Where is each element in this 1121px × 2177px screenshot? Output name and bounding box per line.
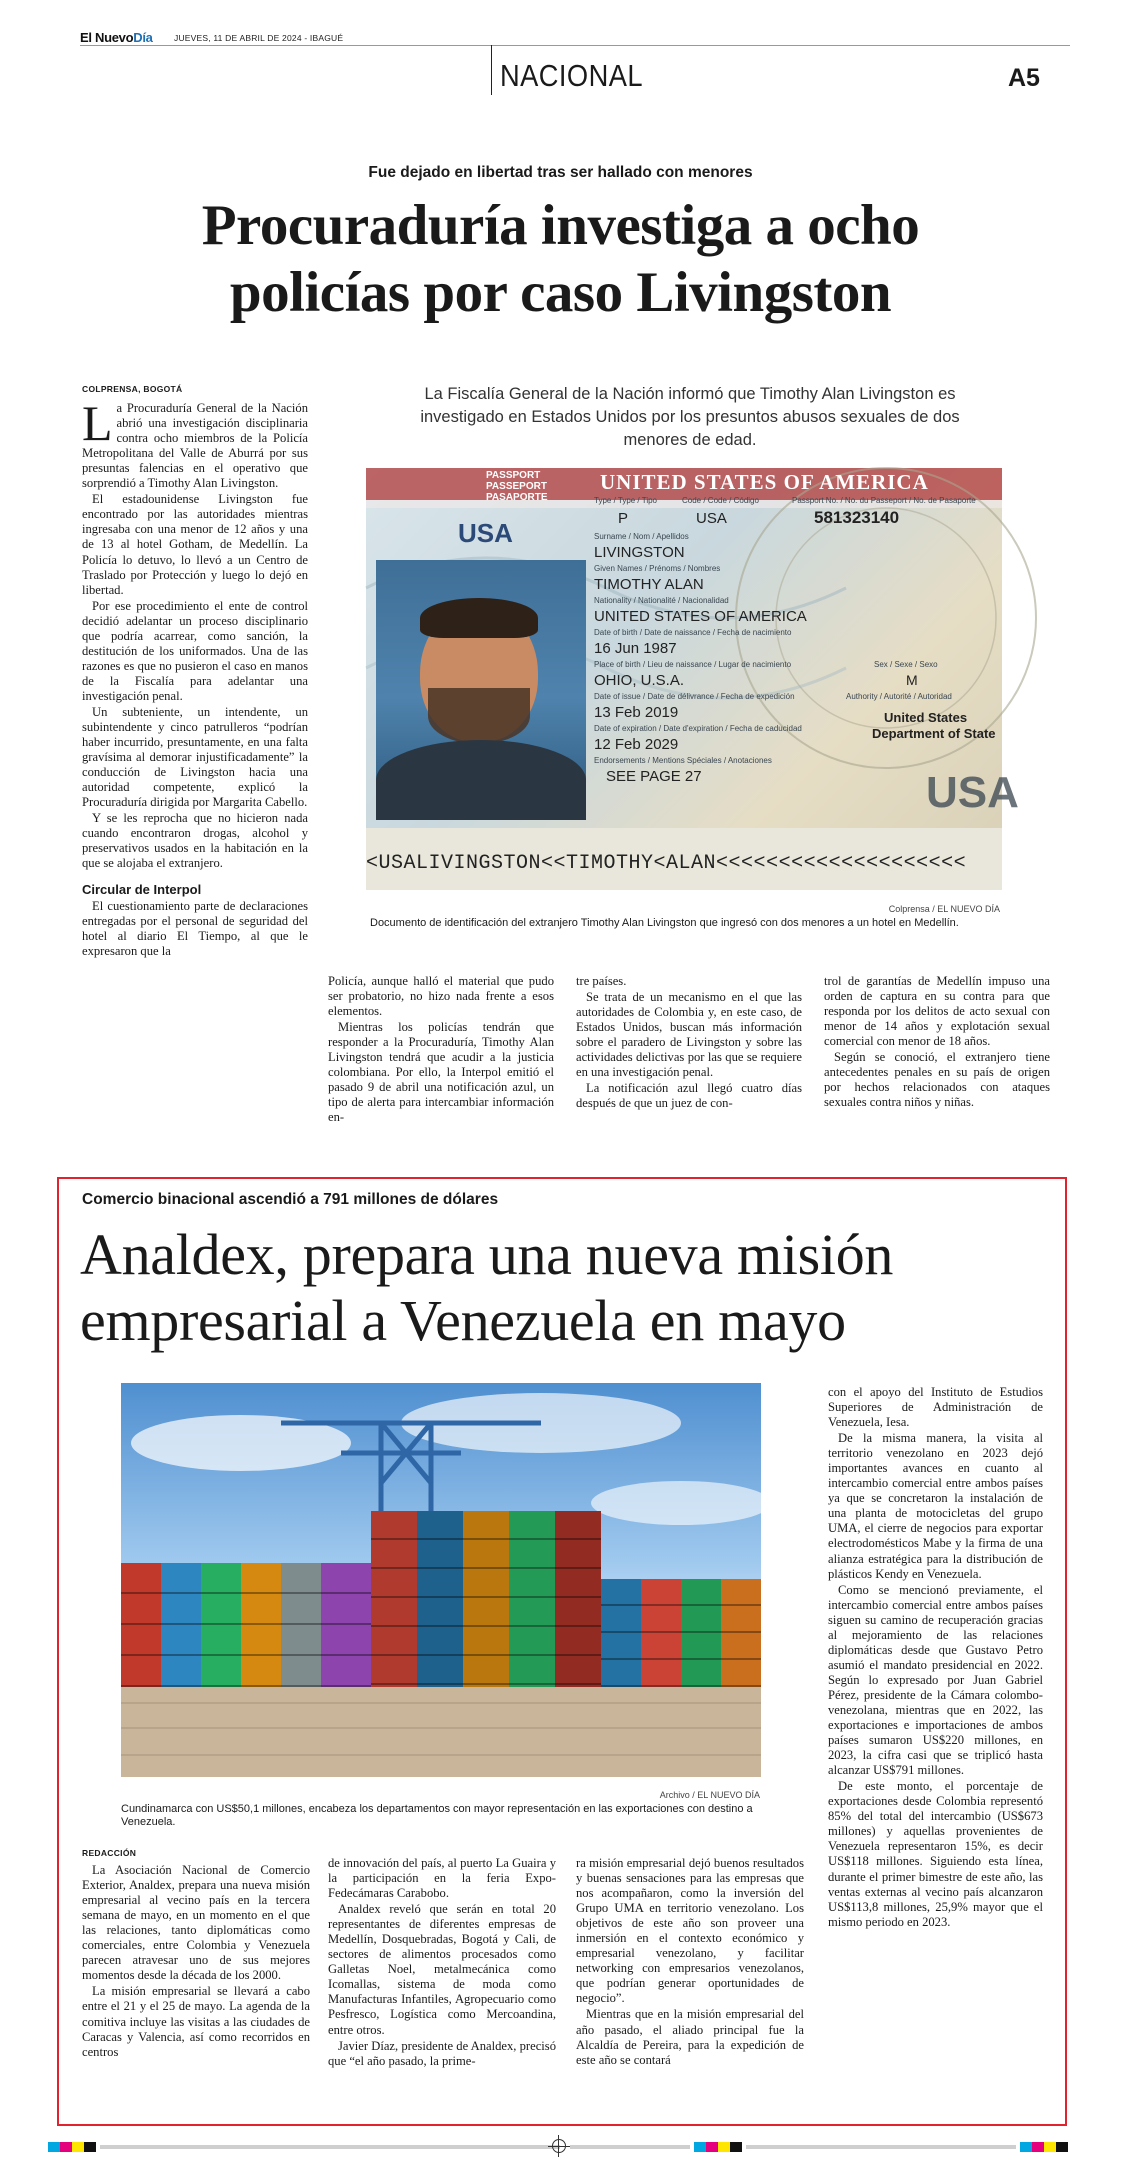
- paragraph: Javier Díaz, presidente de Analdex, precisó que “el año pasado, la prime-: [328, 2038, 556, 2068]
- paragraph: El estadounidense Livingston fue encontrado por las autoridades mientras ingresaba con una menor de 12 años y una de 13 al hotel Gotham, de Medellín. La Policía lo detuvo, lo llevó a un Centro de Traslado por Protección y luego lo dejó en libertad.: [82, 492, 308, 597]
- paragraph: De la misma manera, la visita al territorio venezolano en 2023 dejó importantes avances en cuanto al intercambio comercial entre ambos países ya que se concretaron la instalación de una planta de motocicletas del grupo UMA, el cierre de negocios para exportar electrodomésticos Mabe y la firma de una alianza estratégica para la distribución de plásticos Kendy en Venezuela.: [828, 1431, 1043, 1581]
- color-bar-gray: [100, 2145, 560, 2149]
- paragraph: De este monto, el porcentaje de exportaciones desde Colombia representó 85% del total del intercambio (US$673 millones) y aquellas provenientes de Venezuela representaron 15%, es decir US$118 millones. Siguiendo esta línea, durante el primer bimestre de este año, las ventas externas al vecino país alcanzaron US$113,8 millones, 25,9% mayor que el mismo periodo en 2023.: [828, 1779, 1043, 1929]
- passport-surname-label: Surname / Nom / Apellidos: [594, 532, 689, 541]
- registration-mark-hline: [548, 2146, 570, 2147]
- color-bar-black: [730, 2142, 742, 2152]
- logo-text-part1: El Nuevo: [80, 30, 134, 45]
- paragraph: Se trata de un mecanismo en el que las autoridades de Colombia y, en este caso, de Estados Unidos, buscan más información sobre el paradero de Livingston y sobre las actividades delictivas por las que se requiere en una investigación penal.: [576, 990, 802, 1080]
- color-bar-black: [1056, 2142, 1068, 2152]
- paragraph: Por ese procedimiento el ente de control decidió adelantar un proceso disciplinario que podría acarrear, como sanción, la destitución de los uniformados. Una de las razones es que no pusieron el caso en manos de la Fiscalía para adelantar una investigación penal.: [82, 598, 308, 703]
- passport-sex: M: [906, 672, 918, 688]
- article1-kicker: Fue dejado en libertad tras ser hallado con menores: [368, 164, 753, 181]
- paragraph: con el apoyo del Instituto de Estudios Superiores de Administración de Venezuela, Iesa.: [828, 1385, 1043, 1430]
- article1-caption: Documento de identificación del extranjero Timothy Alan Livingston que ingresó con dos menores a un hotel en Medellín.: [370, 917, 959, 929]
- paragraph: tre países.: [576, 974, 627, 988]
- passport-title-passeport: PASSEPORT: [486, 481, 547, 492]
- color-bar-gray: [570, 2145, 690, 2149]
- color-bar-magenta: [60, 2142, 72, 2152]
- subhead: Circular de Interpol: [82, 881, 202, 897]
- passport-title-passport: PASSPORT: [486, 470, 541, 481]
- paragraph: Y se les reprocha que no hicieron nada cuando encontraron drogas, alcohol y preservativos usados en la habitación en la que se alojaba el extranjero.: [82, 811, 308, 871]
- article2-col3: [576, 1856, 804, 2069]
- paragraph: a Procuraduría General de la Nación abrió una investigación disciplinaria contra ocho miembros de la Policía Metropolitana del Valle de Aburrá por sus presuntas falencias en el operativo que sorprendió a Timothy Alan Livingston.: [82, 401, 308, 491]
- headline-line: Analdex, prepara una nueva misión: [80, 1222, 894, 1287]
- article2-photo-credit: Archivo / EL NUEVO DÍA: [659, 1790, 760, 1800]
- passport-country: UNITED STATES OF AMERICA: [600, 470, 929, 494]
- passport-given: TIMOTHY ALAN: [594, 576, 704, 593]
- passport-exp: 12 Feb 2029: [594, 736, 679, 753]
- passport-authority-line1: United States: [884, 710, 968, 725]
- headline-line: Procuraduría investiga a ocho: [201, 194, 920, 257]
- paragraph: ra misión empresarial dejó buenos resultados y buenas sensaciones para las empresas que nos acompañaron, como la inversión del Grupo UMA en territorio venezolano. Los objetivos de este año son proveer una inmersión en el contexto económico y empresarial venezolano, y facilitar networking con empresarios venezolanos, que podrían generar oportunidades de negocio”.: [576, 1856, 804, 2006]
- paragraph: Mientras los policías tendrán que responder a la Procuraduría, Timothy Alan Livingston tendrá que acudir a la justicia colombiana. Por ello, la Interpol emitió el pasado 9 de abril una notificación azul, un tipo de alerta para intercambiar información en-: [328, 1020, 554, 1125]
- passport-number: 581323140: [814, 508, 900, 527]
- passport-endorse: SEE PAGE 27: [606, 768, 702, 785]
- color-bar-yellow: [1044, 2142, 1056, 2152]
- paragraph: Un subteniente, un intendente, un subintendente y cinco patrulleros “podrían haber incurrido, presuntamente, en una falta gravísima al demorar injustificadamente” la conducción de Livingston hacia una autoridad competente, explicó la Procuraduría dirigida por Margarita Cabello.: [82, 704, 308, 810]
- container-stack-right-rows: [601, 1579, 761, 1687]
- portrait-beard: [428, 688, 530, 744]
- paragraph: La Asociación Nacional de Comercio Exterior, Analdex, prepara una nueva misión empresarial al vecino país en la tercera semana de mayo, en un momento en el que las relaciones, tanto diplomáticas como comerciales, entre Colombia y Venezuela parecen atravesar uno de sus mejores momentos desde la década de los 2000.: [82, 1863, 310, 1983]
- paragraph: Según se conoció, el extranjero tiene antecedentes penales en su país de origen por hechos relacionados con ataques sexuales contra niños y niñas.: [824, 1050, 1050, 1110]
- passport-nationality-label: Nationality / Nationalité / Nacionalidad: [594, 596, 729, 605]
- color-bar-magenta: [706, 2142, 718, 2152]
- dropcap: L: [82, 395, 113, 452]
- passport-issue-label: Date of issue / Date de délivrance / Fecha de expedición: [594, 692, 795, 701]
- logo-text-part2: Día: [133, 30, 153, 45]
- passport-photo: [366, 468, 1019, 890]
- article1-col4: [824, 974, 1050, 1111]
- passport-usa-emblem: USA: [458, 518, 513, 548]
- paragraph: La misión empresarial se llevará a cabo entre el 21 y el 25 de mayo. La agenda de la comitiva incluye las visitas a las ciudades de Caracas y Valencia, así como recorridos en centros: [82, 1984, 310, 2059]
- article2-col1: [82, 1846, 310, 2061]
- passport-exp-label: Date of expiration / Date d'expiration / Fecha de caducidad: [594, 724, 802, 733]
- paragraph: El cuestionamiento parte de declaraciones entregadas por el personal de seguridad del hotel al diario El Tiempo, al que le expresaron que la: [82, 898, 308, 958]
- article1-photo-credit: Colprensa / EL NUEVO DÍA: [888, 904, 1000, 914]
- passport-pob: OHIO, U.S.A.: [594, 672, 685, 689]
- color-bar-cyan: [48, 2142, 60, 2152]
- page-number: A5: [1008, 64, 1040, 92]
- color-bar-yellow: [718, 2142, 730, 2152]
- passport-sex-label: Sex / Sexe / Sexo: [874, 660, 938, 669]
- passport-type: P: [618, 510, 629, 527]
- passport-title-pasaporte: PASAPORTE: [486, 492, 548, 503]
- container-stack-left-rows: [121, 1563, 371, 1687]
- passport-given-label: Given Names / Prénoms / Nombres: [594, 564, 721, 573]
- section-name: NACIONAL: [500, 58, 643, 93]
- paragraph: de innovación del país, al puerto La Guaira y la participación en la feria Expo-Fedecámaras Carabobo.: [328, 1856, 556, 1901]
- headline-line: empresarial a Venezuela en mayo: [80, 1288, 846, 1353]
- color-bar-gray: [746, 2145, 1016, 2149]
- article2-byline: REDACCIÓN: [82, 1848, 137, 1858]
- paragraph: Analdex reveló que serán en total 20 representantes de diferentes empresas de Medellín, Dosquebradas, Bogotá y Cali, de sectores de alimentos procesados como Galletas Noel, metalmecánica como Icomallas, sistema de moda como Manufacturas Infantiles, Agropecuario como Pesfresco, Logística como Mercoandina, entre otros.: [328, 1902, 556, 2037]
- passport-issue: 13 Feb 2019: [594, 704, 679, 721]
- paragraph: La notificación azul llegó cuatro días después de que un juez de con-: [576, 1081, 802, 1111]
- passport-mrz: <USALIVINGSTON<<TIMOTHY<ALAN<<<<<<<<<<<<<<<<<<<<: [366, 852, 967, 875]
- article2-caption: Cundinamarca con US$50,1 millones, encabeza los departamentos con mayor representación en las exportaciones con destino a Venezuela.: [121, 1803, 753, 1828]
- passport-code: USA: [696, 510, 727, 527]
- passport-authority-line2: Department of State: [872, 726, 996, 741]
- article2-col4: [828, 1385, 1043, 1931]
- masthead-logo: [80, 30, 153, 45]
- paragraph: Mientras que en la misión empresarial del año pasado, el aliado principal fue la Alcaldía de Pereira, para la expedición de este año se contará: [576, 2007, 804, 2067]
- article1-byline: COLPRENSA, BOGOTÁ: [82, 384, 183, 394]
- passport-dob-label: Date of birth / Date de naissance / Fecha de nacimiento: [594, 628, 792, 637]
- passport-type-label: Type / Type / Tipo: [594, 496, 657, 505]
- article1-headline: [0, 192, 1121, 326]
- header-rule: [80, 45, 1070, 46]
- containers-photo: [121, 1383, 761, 1777]
- article2-kicker: Comercio binacional ascendió a 791 millones de dólares: [82, 1191, 499, 1208]
- dateline: JUEVES, 11 DE ABRIL DE 2024 - IBAGUÉ: [174, 33, 344, 43]
- headline-line: policías por caso Livingston: [229, 261, 892, 324]
- portrait-hair: [420, 598, 538, 638]
- color-bar-magenta: [1032, 2142, 1044, 2152]
- passport-pob-label: Place of birth / Lieu de naissance / Lugar de nacimiento: [594, 660, 792, 669]
- passport-code-label: Code / Code / Código: [682, 496, 759, 505]
- article1-col2: [328, 974, 554, 1126]
- passport-endorse-label: Endorsements / Mentions Spéciales / Anotaciones: [594, 756, 772, 765]
- passport-number-label: Passport No. / No. du Passeport / No. de Pasaporte: [792, 496, 976, 505]
- color-bar-black: [84, 2142, 96, 2152]
- paragraph: Policía, aunque halló el material que pudo ser probatorio, no hizo nada frente a esos elementos.: [328, 974, 554, 1019]
- container-stack-center-rows: [371, 1511, 601, 1687]
- article2-headline: [80, 1222, 1060, 1354]
- paragraph: trol de garantías de Medellín impuso una orden de captura en su contra para que responda por los delitos de acto sexual con menor de 14 años y explotación sexual comercial con menor de 18 años.: [824, 974, 1050, 1049]
- color-bar-cyan: [694, 2142, 706, 2152]
- registration-mark-vline: [558, 2135, 559, 2157]
- color-bar-yellow: [72, 2142, 84, 2152]
- paragraph: Como se mencionó previamente, el intercambio comercial entre ambos países siguen su camino de recuperación gracias al mejoramiento de las relaciones diplomáticas desde que Gustavo Petro asumió el mandato presidencial en 2022. Según lo expresado por Juan Gabriel Pérez, presidente de la Cámara colombo-venezolana, mientras que en 2022, las exportaciones e importaciones de ambos países sumaron US$220 millones, en 2023, la cifra casi que se triplicó hasta alcanzar US$791 millones.: [828, 1582, 1043, 1778]
- passport-big-usa: USA: [926, 768, 1019, 817]
- passport-portrait: [376, 560, 586, 810]
- passport-nationality: UNITED STATES OF AMERICA: [594, 608, 807, 625]
- portrait-body: [376, 740, 586, 820]
- passport-authority-label: Authority / Autorité / Autoridad: [846, 692, 952, 701]
- passport-dob: 16 Jun 1987: [594, 640, 677, 657]
- passport-surname: LIVINGSTON: [594, 544, 685, 561]
- color-bar-cyan: [1020, 2142, 1032, 2152]
- article1-col1: [82, 382, 308, 960]
- article1-lead: La Fiscalía General de la Nación informó que Timothy Alan Livingston es investigado en Estados Unidos por los presuntos abusos sexuales de dos menores de edad.: [420, 385, 960, 449]
- section-divider: [491, 45, 492, 95]
- article2-col2: [328, 1856, 556, 2070]
- article1-col3: [576, 974, 802, 1112]
